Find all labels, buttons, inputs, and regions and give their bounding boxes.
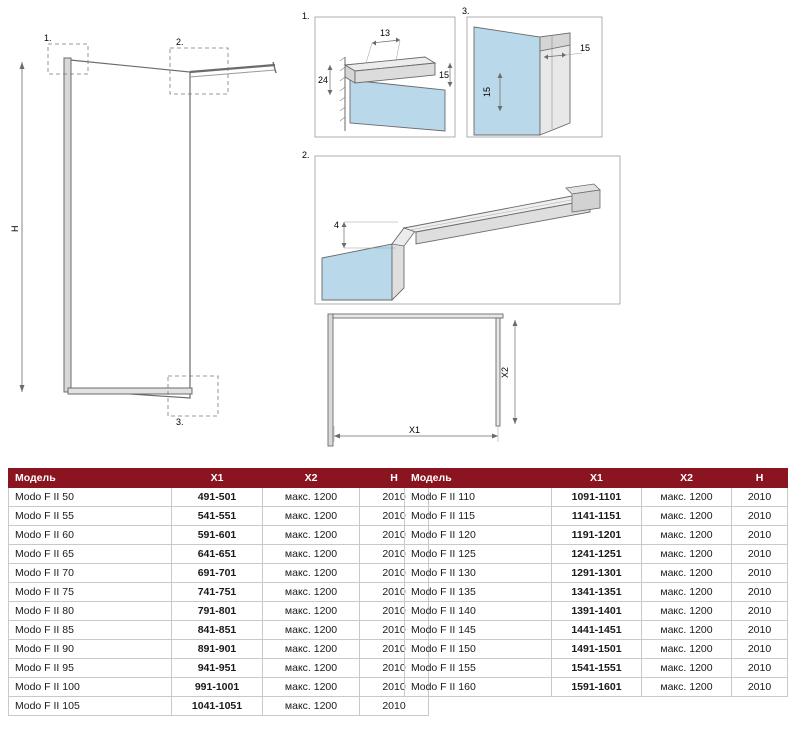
cell-x1: 1491-1501 (551, 640, 641, 659)
cell-x2: макс. 1200 (641, 659, 731, 678)
cell-model: Modo F II 55 (9, 507, 172, 526)
table-row (405, 640, 788, 659)
cell-x2: макс. 1200 (263, 488, 360, 507)
table-row (405, 507, 788, 526)
cell-model: Modo F II 110 (405, 488, 552, 507)
cell-h: 2010 (731, 602, 787, 621)
table-row (9, 507, 429, 526)
cell-h: 2010 (731, 488, 787, 507)
cell-h: 2010 (731, 545, 787, 564)
detail-3-dim-15-side-label: 15 (482, 86, 492, 97)
cell-h: 2010 (731, 659, 787, 678)
cell-x1: 1441-1451 (551, 621, 641, 640)
detail-2-dim-4-label: 4 (334, 220, 340, 230)
cell-x2: макс. 1200 (641, 678, 731, 697)
cell-model: Modo F II 155 (405, 659, 552, 678)
table-row (405, 602, 788, 621)
table-row (9, 583, 429, 602)
top-view-x1-label: X1 (409, 425, 421, 435)
main-elevation-drawing (0, 0, 300, 450)
detail-2-drawing (300, 148, 630, 308)
cell-h: 2010 (360, 564, 429, 583)
table-row (405, 678, 788, 697)
cell-x1: 1041-1051 (172, 697, 263, 716)
cell-x2: макс. 1200 (263, 564, 360, 583)
cell-x1: 1191-1201 (551, 526, 641, 545)
spec-table-left (8, 468, 429, 716)
cell-h: 2010 (360, 621, 429, 640)
detail-3-drawing (462, 5, 622, 140)
cell-h: 2010 (731, 678, 787, 697)
detail-3-dim-15-top-label: 15 (580, 43, 591, 53)
table-row (405, 488, 788, 507)
spec-table-right-head (405, 469, 788, 488)
cell-model: Modo F II 85 (9, 621, 172, 640)
col-x1: X1 (551, 469, 641, 488)
spec-table-right-body (405, 488, 788, 697)
cell-x1: 891-901 (172, 640, 263, 659)
cell-x2: макс. 1200 (641, 602, 731, 621)
cell-x2: макс. 1200 (263, 526, 360, 545)
detail-1-dim-24-label: 24 (318, 75, 329, 85)
spec-table-right-wrap (404, 468, 788, 697)
cell-h: 2010 (360, 697, 429, 716)
cell-x1: 1391-1401 (551, 602, 641, 621)
cell-h: 2010 (360, 659, 429, 678)
cell-h: 2010 (360, 545, 429, 564)
cell-x2: макс. 1200 (263, 545, 360, 564)
cell-x2: макс. 1200 (641, 621, 731, 640)
table-header-row (9, 469, 429, 488)
cell-h: 2010 (360, 678, 429, 697)
cell-x1: 491-501 (172, 488, 263, 507)
cell-x2: макс. 1200 (641, 526, 731, 545)
cell-x2: макс. 1200 (263, 583, 360, 602)
cell-model: Modo F II 100 (9, 678, 172, 697)
height-dimension-label: H (10, 225, 20, 232)
table-row (405, 545, 788, 564)
cell-x1: 1291-1301 (551, 564, 641, 583)
callout-3-label: 3. (176, 417, 184, 427)
cell-model: Modo F II 135 (405, 583, 552, 602)
cell-x1: 641-651 (172, 545, 263, 564)
cell-model: Modo F II 75 (9, 583, 172, 602)
cell-x1: 591-601 (172, 526, 263, 545)
cell-x1: 1341-1351 (551, 583, 641, 602)
cell-x1: 1141-1151 (551, 507, 641, 526)
cell-model: Modo F II 65 (9, 545, 172, 564)
table-row (9, 659, 429, 678)
cell-x2: макс. 1200 (263, 678, 360, 697)
table-row (9, 640, 429, 659)
cell-x2: макс. 1200 (263, 659, 360, 678)
callout-1-label: 1. (44, 33, 52, 43)
cell-x1: 691-701 (172, 564, 263, 583)
cell-x2: макс. 1200 (641, 640, 731, 659)
cell-model: Modo F II 125 (405, 545, 552, 564)
col-h: H (360, 469, 429, 488)
cell-model: Modo F II 105 (9, 697, 172, 716)
cell-h: 2010 (360, 526, 429, 545)
cell-x1: 541-551 (172, 507, 263, 526)
cell-x2: макс. 1200 (263, 621, 360, 640)
cell-model: Modo F II 130 (405, 564, 552, 583)
cell-model: Modo F II 90 (9, 640, 172, 659)
spec-table-left-head (9, 469, 429, 488)
table-row (9, 697, 429, 716)
cell-x2: макс. 1200 (263, 640, 360, 659)
cell-h: 2010 (360, 602, 429, 621)
cell-model: Modo F II 150 (405, 640, 552, 659)
cell-x1: 791-801 (172, 602, 263, 621)
detail-1-dim-13-label: 13 (380, 28, 391, 38)
cell-x1: 1541-1551 (551, 659, 641, 678)
detail-1-number-label: 1. (302, 11, 310, 21)
cell-h: 2010 (360, 640, 429, 659)
detail-2-number-label: 2. (302, 150, 310, 160)
cell-h: 2010 (731, 621, 787, 640)
cell-x2: макс. 1200 (641, 507, 731, 526)
table-row (9, 564, 429, 583)
cell-x1: 1591-1601 (551, 678, 641, 697)
spec-table-left-wrap (8, 468, 429, 716)
table-row (9, 678, 429, 697)
cell-x1: 991-1001 (172, 678, 263, 697)
cell-x1: 1241-1251 (551, 545, 641, 564)
cell-model: Modo F II 160 (405, 678, 552, 697)
table-row (9, 545, 429, 564)
detail-1-dim-15-label: 15 (439, 70, 450, 80)
top-view-x2-label: X2 (500, 366, 510, 378)
table-row (405, 659, 788, 678)
cell-model: Modo F II 95 (9, 659, 172, 678)
cell-h: 2010 (731, 526, 787, 545)
col-x1: X1 (172, 469, 263, 488)
cell-x2: макс. 1200 (263, 507, 360, 526)
table-row (405, 526, 788, 545)
cell-h: 2010 (731, 564, 787, 583)
cell-model: Modo F II 80 (9, 602, 172, 621)
cell-model: Modo F II 140 (405, 602, 552, 621)
table-row (405, 621, 788, 640)
col-model: Модель (9, 469, 172, 488)
cell-x2: макс. 1200 (263, 697, 360, 716)
cell-h: 2010 (731, 507, 787, 526)
cell-x2: макс. 1200 (263, 602, 360, 621)
cell-model: Modo F II 50 (9, 488, 172, 507)
table-header-row (405, 469, 788, 488)
callout-2-label: 2. (176, 37, 184, 47)
cell-x2: макс. 1200 (641, 545, 731, 564)
cell-model: Modo F II 120 (405, 526, 552, 545)
col-model: Модель (405, 469, 552, 488)
cell-x2: макс. 1200 (641, 583, 731, 602)
col-x2: X2 (641, 469, 731, 488)
cell-model: Modo F II 60 (9, 526, 172, 545)
cell-h: 2010 (360, 583, 429, 602)
detail-1-drawing (300, 5, 460, 140)
spec-table-left-body (9, 488, 429, 716)
col-h: H (731, 469, 787, 488)
top-plan-drawing (310, 306, 560, 456)
cell-h: 2010 (360, 488, 429, 507)
table-row (9, 621, 429, 640)
cell-h: 2010 (360, 507, 429, 526)
table-row (9, 602, 429, 621)
table-row (405, 583, 788, 602)
detail-3-number-label: 3. (462, 6, 470, 16)
spec-table-right (404, 468, 788, 697)
cell-model: Modo F II 115 (405, 507, 552, 526)
cell-model: Modo F II 145 (405, 621, 552, 640)
col-x2: X2 (263, 469, 360, 488)
cell-h: 2010 (731, 583, 787, 602)
cell-x1: 941-951 (172, 659, 263, 678)
table-row (405, 564, 788, 583)
cell-x1: 1091-1101 (551, 488, 641, 507)
cell-model: Modo F II 70 (9, 564, 172, 583)
cell-x2: макс. 1200 (641, 564, 731, 583)
cell-x2: макс. 1200 (641, 488, 731, 507)
table-row (9, 488, 429, 507)
table-row (9, 526, 429, 545)
cell-x1: 841-851 (172, 621, 263, 640)
cell-x1: 741-751 (172, 583, 263, 602)
cell-h: 2010 (731, 640, 787, 659)
